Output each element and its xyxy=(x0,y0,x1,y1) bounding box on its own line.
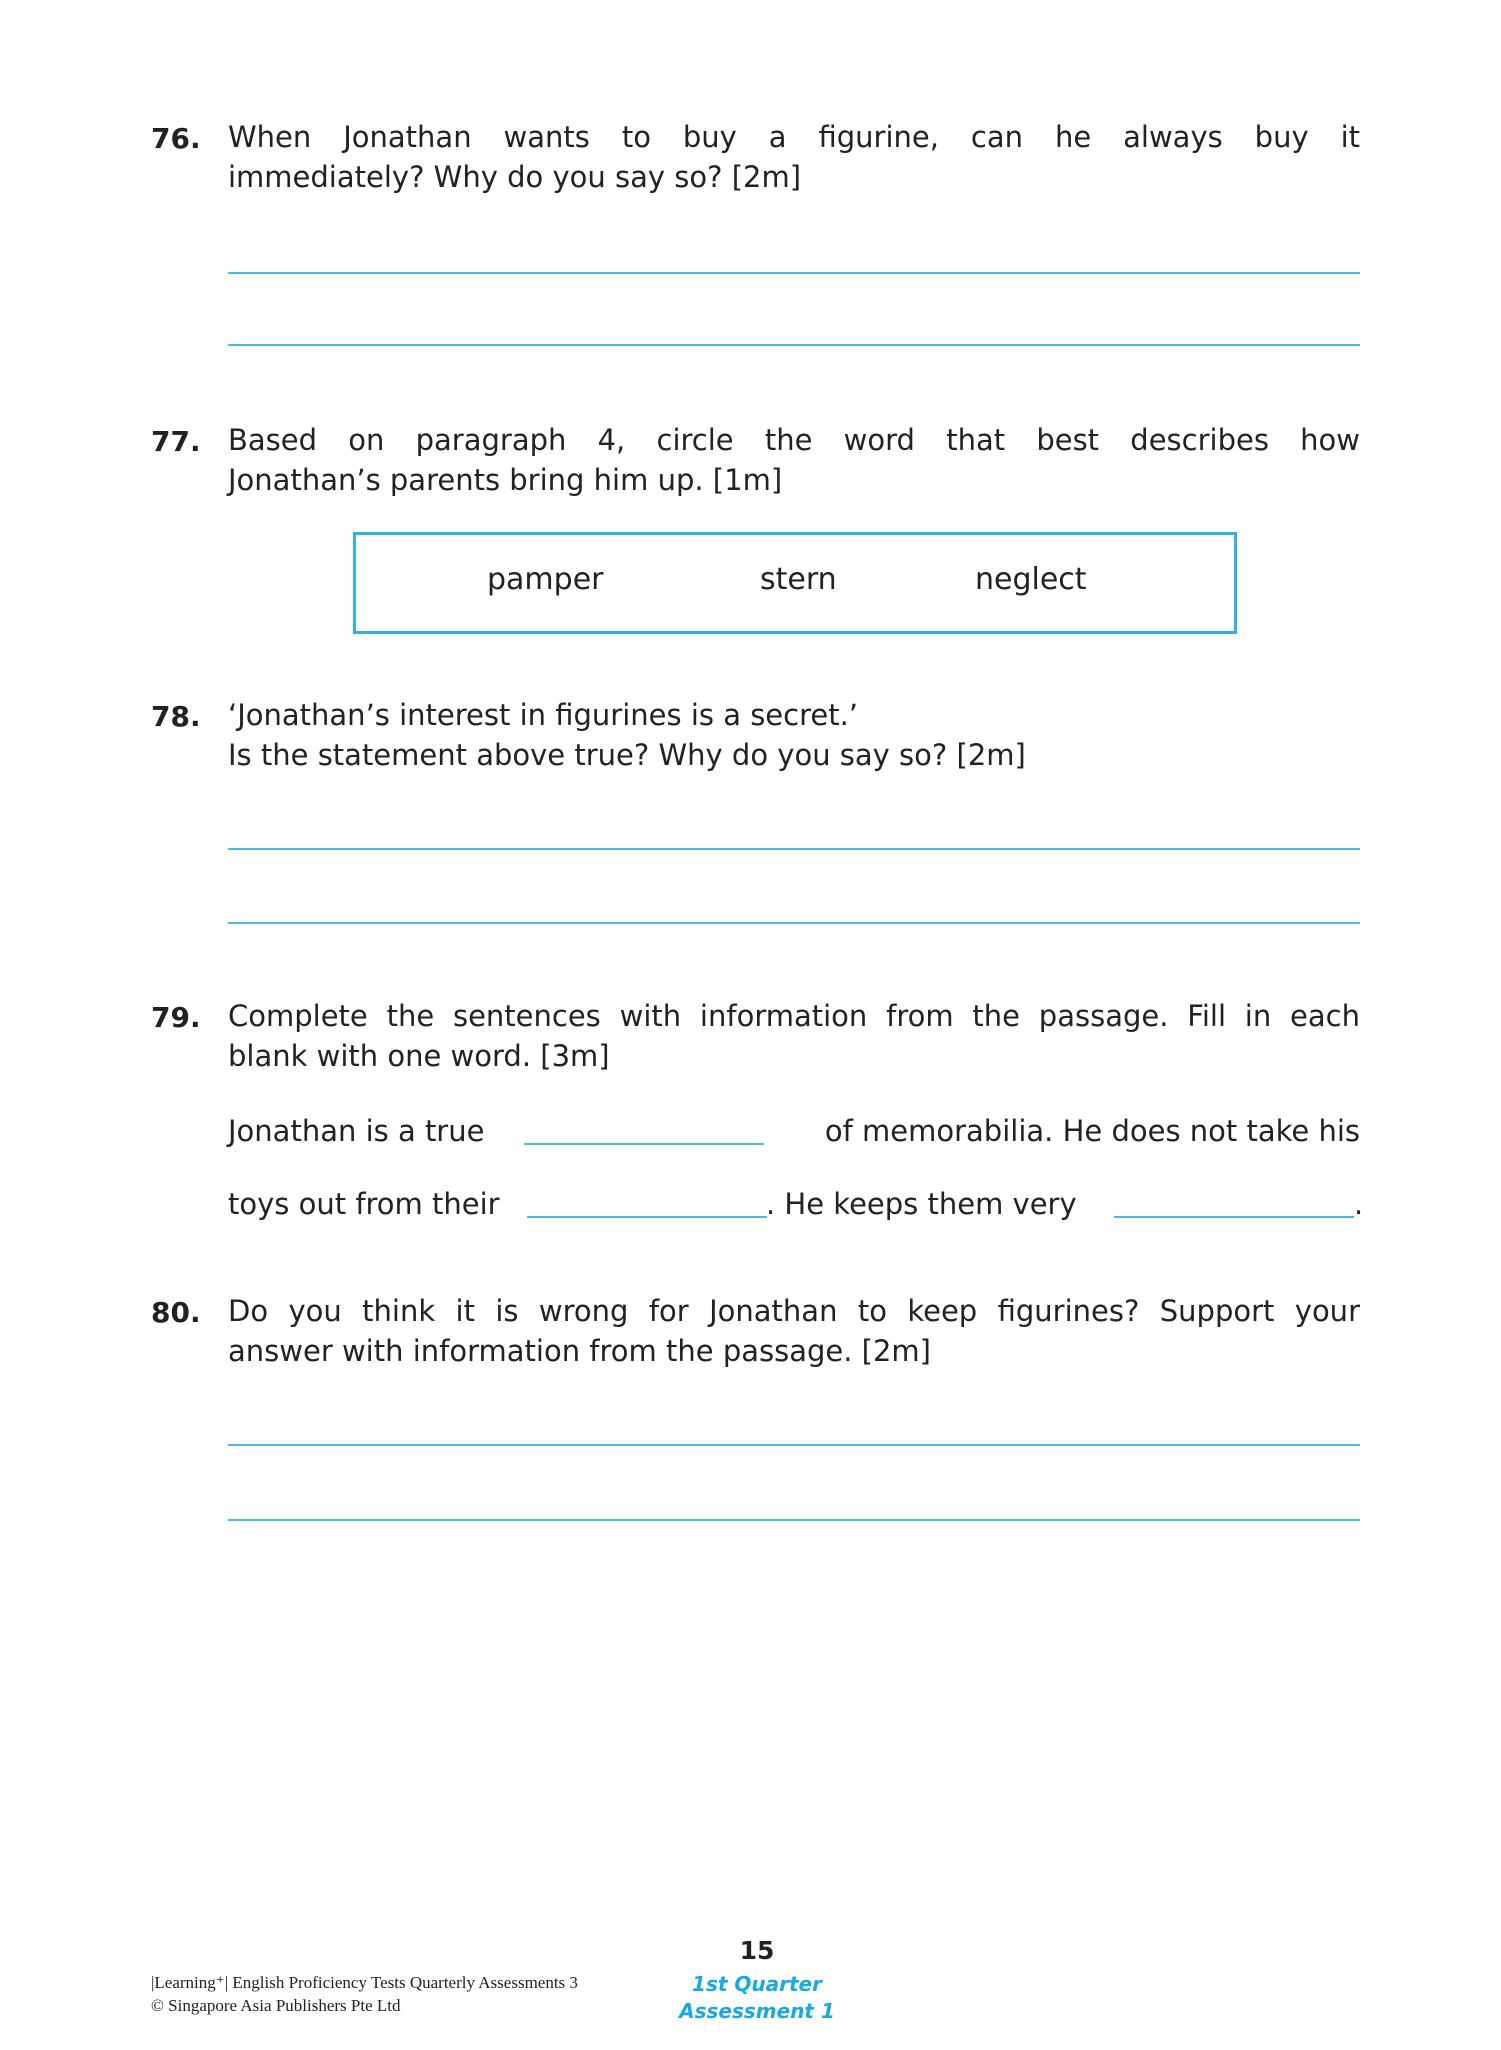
sentence-part: . xyxy=(1354,1187,1364,1221)
quarter-label: 1st Quarter xyxy=(692,1972,822,1996)
question-76-text: immediately? Why do you say so? [2m] xyxy=(228,160,802,194)
copyright: © Singapore Asia Publishers Pte Ltd xyxy=(151,1996,401,2015)
question-number-76: 76. xyxy=(151,122,201,155)
sentence-part: . He keeps them very xyxy=(766,1187,1077,1221)
question-80-text: answer with information from the passage. [2m] xyxy=(228,1334,931,1368)
question-number-80: 80. xyxy=(151,1296,201,1329)
answer-line[interactable] xyxy=(228,272,1360,274)
answer-line[interactable] xyxy=(228,344,1360,346)
question-80-text: Do you think it is wrong for Jonathan to keep figurines? Support your xyxy=(228,1294,1360,1328)
question-77-text: Based on paragraph 4, circle the word that best describes how xyxy=(228,423,1360,457)
page-number: 15 xyxy=(739,1936,775,1965)
blank-1[interactable] xyxy=(524,1143,764,1145)
answer-line[interactable] xyxy=(228,848,1360,850)
assessment-label: Assessment 1 xyxy=(679,1999,835,2023)
question-79-text: Complete the sentences with information from the passage. Fill in each xyxy=(228,999,1360,1033)
question-77-text: Jonathan’s parents bring him up. [1m] xyxy=(228,463,783,497)
option-stern[interactable]: stern xyxy=(760,562,837,597)
answer-line[interactable] xyxy=(228,1519,1360,1521)
question-number-79: 79. xyxy=(151,1001,201,1034)
sentence-part: toys out from their xyxy=(228,1187,500,1221)
answer-line[interactable] xyxy=(228,922,1360,924)
question-79-text: blank with one word. [3m] xyxy=(228,1039,610,1073)
blank-2[interactable] xyxy=(527,1216,767,1218)
question-number-78: 78. xyxy=(151,700,201,733)
sentence-part: of memorabilia. He does not take his xyxy=(824,1114,1360,1148)
sentence-part: Jonathan is a true xyxy=(228,1114,485,1148)
option-neglect[interactable]: neglect xyxy=(975,562,1087,597)
question-76-text: When Jonathan wants to buy a figurine, can he always buy it xyxy=(228,120,1360,154)
answer-line[interactable] xyxy=(228,1444,1360,1446)
option-pamper[interactable]: pamper xyxy=(487,562,604,597)
question-number-77: 77. xyxy=(151,425,201,458)
book-title: |Learning⁺| English Proficiency Tests Quarterly Assessments 3 xyxy=(151,1973,578,1992)
question-78-text: ‘Jonathan’s interest in figurines is a secret.’ xyxy=(228,698,859,732)
blank-3[interactable] xyxy=(1114,1216,1354,1218)
question-78-text: Is the statement above true? Why do you say so? [2m] xyxy=(228,738,1026,772)
